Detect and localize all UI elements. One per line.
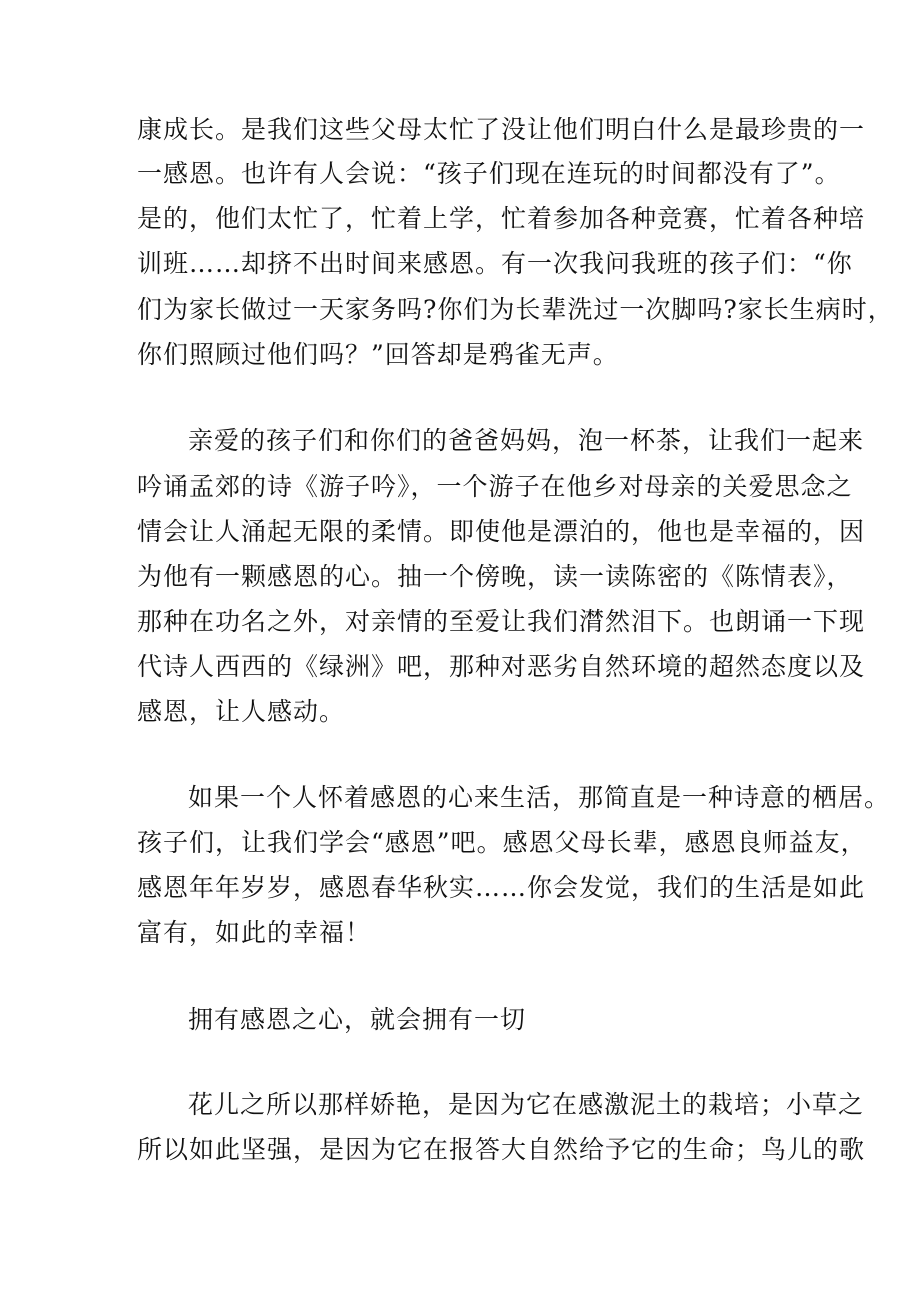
paragraph-line: 吟诵孟郊的诗《游子吟》，一个游子在他乡对母亲的关爱思念之 <box>137 472 853 501</box>
paragraph-line: 花儿之所以那样娇艳，是因为它在感激泥土的栽培；小草之 <box>188 1090 865 1119</box>
paragraph-line: 代诗人西西的《绿洲》吧，那种对恶劣自然环境的超然态度以及 <box>137 652 866 681</box>
paragraph-line: 孩子们，让我们学会“感恩”吧。感恩父母长辈，感恩良师益友， <box>137 828 867 857</box>
paragraph-line: 一感恩。也许有人会说：“孩子们现在连玩的时间都没有了”。 <box>137 159 841 188</box>
paragraph-line: 感恩，让人感动。 <box>137 697 346 726</box>
paragraph-line: 你们照顾过他们吗？”回答却是鸦雀无声。 <box>137 340 619 369</box>
paragraph-line: 是的，他们太忙了，忙着上学，忙着参加各种竞赛，忙着各种培 <box>137 204 866 233</box>
paragraph-line: 情会让人涌起无限的柔情。即使他是漂泊的，他也是幸福的，因 <box>137 517 866 546</box>
paragraph-line: 如果一个人怀着感恩的心来生活，那简直是一种诗意的栖居。 <box>188 783 891 812</box>
paragraph-line: 们为家长做过一天家务吗?你们为长辈洗过一次脚吗?家长生病时， <box>137 295 894 324</box>
paragraph-line: 训班……却挤不出时间来感恩。有一次我问我班的孩子们：“你 <box>137 249 853 278</box>
heading-line: 拥有感恩之心，就会拥有一切 <box>188 1005 527 1034</box>
paragraph-line: 为他有一颗感恩的心。抽一个傍晚，读一读陈密的《陈情表》， <box>137 562 853 591</box>
paragraph-line: 亲爱的孩子们和你们的爸爸妈妈，泡一杯茶，让我们一起来 <box>188 426 865 455</box>
paragraph-line: 富有，如此的幸福！ <box>137 918 372 947</box>
paragraph-line: 康成长。是我们这些父母太忙了没让他们明白什么是最珍贵的一 <box>137 115 866 144</box>
paragraph-line: 所以如此坚强，是因为它在报答大自然给予它的生命；鸟儿的歌 <box>137 1135 866 1164</box>
paragraph-line: 那种在功名之外，对亲情的至爱让我们潸然泪下。也朗诵一下现 <box>137 607 866 636</box>
paragraph-line: 感恩年年岁岁，感恩春华秋实……你会发觉，我们的生活是如此 <box>137 873 866 902</box>
